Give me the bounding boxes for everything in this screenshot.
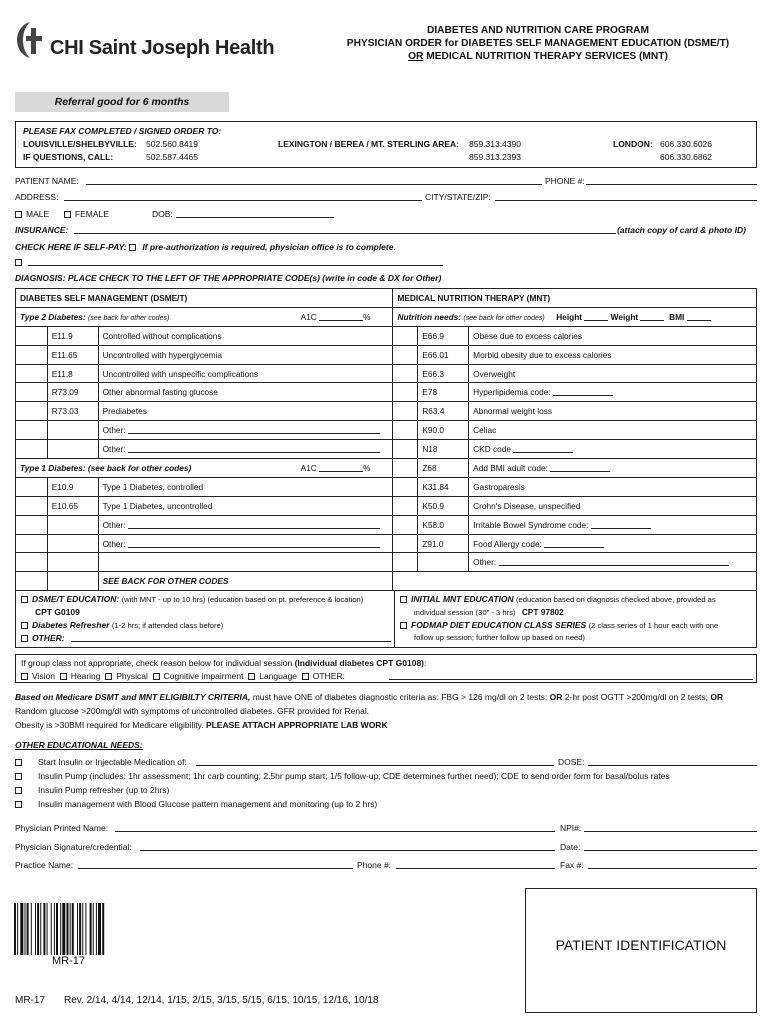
dsme-code: E10.9 <box>47 477 98 496</box>
patient-name-field[interactable] <box>86 184 542 185</box>
practice-name-field[interactable] <box>78 868 353 869</box>
other-need-checkbox[interactable] <box>15 801 22 808</box>
table-row <box>16 421 757 440</box>
dsme-code <box>47 421 98 440</box>
see-back-note: SEE BACK FOR OTHER CODES <box>98 572 393 591</box>
table-row <box>16 345 757 364</box>
mnt-check-cell[interactable] <box>393 534 418 553</box>
table-row <box>16 553 757 572</box>
mnt-check-cell[interactable] <box>393 402 418 421</box>
dsme-check-cell[interactable] <box>16 440 48 459</box>
lexington-label: LEXINGTON / BEREA / MT. STERLING AREA: <box>278 139 460 149</box>
dsme-education-checkbox[interactable] <box>21 596 28 603</box>
london-number-2: 606.330.6862 <box>660 152 712 162</box>
referral-banner: Referral good for 6 months <box>15 92 229 112</box>
louisville-number: 502.560.8419 <box>146 139 198 149</box>
dsme-code <box>47 440 98 459</box>
phone-label: PHONE #: <box>545 176 585 186</box>
other-need-checkbox[interactable] <box>15 787 22 794</box>
dsme-check-cell[interactable] <box>16 477 48 496</box>
table-row <box>16 383 757 402</box>
dsme-check-cell[interactable] <box>16 421 48 440</box>
mnt-desc: Gastroparesis <box>469 477 757 496</box>
group-option-label: Language <box>259 671 298 681</box>
mnt-check-cell[interactable] <box>393 421 418 440</box>
dsme-desc: Other: <box>98 440 393 459</box>
group-option-label: Vision <box>32 671 55 681</box>
type2-row: Type 2 Diabetes: (see back for other codes) A1C % Nutrition needs: (see back for other codes) Height Weight BMI <box>16 307 757 326</box>
dsme-desc: Other: <box>98 515 393 534</box>
dsme-check-cell[interactable] <box>16 515 48 534</box>
other-education-checkbox[interactable] <box>21 635 28 642</box>
address-label: ADDRESS: <box>15 192 59 202</box>
program-title: DIABETES AND NUTRITION CARE PROGRAM <box>426 25 650 36</box>
mnt-check-cell[interactable] <box>393 326 418 345</box>
dsme-check-cell[interactable] <box>16 383 48 402</box>
london-number-1: 606.330.6026 <box>660 139 712 149</box>
london-label: LONDON: <box>613 139 653 149</box>
dsme-check-cell[interactable] <box>16 534 48 553</box>
questions-label: IF QUESTIONS, CALL: <box>23 152 114 162</box>
dsme-code: E11.65 <box>47 345 98 364</box>
criteria-line-3: Obesity is >30BMI required for Medicare eligibility. PLEASE ATTACH APPROPRIATE LAB WORK <box>15 720 388 730</box>
city-state-zip-field[interactable] <box>495 200 757 201</box>
mnt-code: R63.4 <box>418 402 469 421</box>
dsme-check-cell[interactable] <box>16 402 48 421</box>
dsme-code: E11.9 <box>47 326 98 345</box>
group-class-box: If group class not appropriate, check reason below for individual session (Individual diabetes CPT G0108): Vision Hearing Physical Cognitive impairment Language OTHER: <box>15 654 757 683</box>
self-pay-note: If pre-authorization is required, physician office is to complete. <box>142 242 396 252</box>
table-row <box>16 440 757 459</box>
criteria-line-1: Based on Medicare DSMT and MNT ELIGIBILTY CRITERIA, must have ONE of diabetes diagnostic criteria as: FBG > 126 mg/dl on 2 tests; OR 2-hr post OGTT >200mg/dl on 2 tests; OR <box>15 692 724 702</box>
dsme-cpt: CPT G0109 <box>35 607 80 617</box>
dose-field[interactable] <box>588 765 757 766</box>
mnt-code: E66.3 <box>418 364 469 383</box>
dsme-desc: Controlled without complications <box>98 326 393 345</box>
group-option-label: Cognitive impairment <box>163 671 244 681</box>
refresher-checkbox[interactable] <box>21 622 28 629</box>
mnt-check-cell[interactable] <box>393 496 418 515</box>
npi-field[interactable] <box>584 831 757 832</box>
mnt-code: K58.0 <box>418 515 469 534</box>
dsme-desc: Uncontrolled with unspecific complications <box>98 364 393 383</box>
table-row <box>16 534 757 553</box>
mnt-check-cell[interactable] <box>393 364 418 383</box>
preauth-row <box>15 257 26 267</box>
table-header-row <box>16 289 757 308</box>
dsme-code <box>47 515 98 534</box>
self-pay-checkbox[interactable] <box>129 244 136 251</box>
dsme-code <box>47 534 98 553</box>
dsme-header: DIABETES SELF MANAGEMENT (DSME/T) <box>16 289 393 308</box>
mnt-check-cell[interactable] <box>393 383 418 402</box>
dsme-check-cell[interactable] <box>16 496 48 515</box>
preauth-checkbox[interactable] <box>15 259 22 266</box>
mnt-check-cell[interactable] <box>393 459 418 478</box>
mnt-code: N18 <box>418 440 469 459</box>
mnt-code: Z68 <box>418 459 469 478</box>
dob-field[interactable] <box>176 217 334 218</box>
table-row <box>16 402 757 421</box>
mnt-desc: Celiac <box>469 421 757 440</box>
preauth-field[interactable] <box>28 265 443 266</box>
other-need-item: Start Insulin or Injectable Medication of: <box>15 757 187 767</box>
fax-field[interactable] <box>588 868 757 869</box>
barcode-code: MR-17 <box>52 955 86 967</box>
sex-row <box>15 209 109 219</box>
dsme-code: E11.8 <box>47 364 98 383</box>
mnt-check-cell[interactable] <box>393 440 418 459</box>
dsme-check-cell[interactable] <box>16 364 48 383</box>
group-option-checkbox[interactable] <box>60 673 67 680</box>
mnt-desc: Irritable Bowel Syndrome code: <box>469 515 757 534</box>
mnt-desc: Abnormal weight loss <box>469 402 757 421</box>
physician-signature-label: Physician Signature/credential: <box>15 842 132 852</box>
dose-label: DOSE: <box>558 757 585 767</box>
group-option-checkbox[interactable] <box>248 673 255 680</box>
lexington-number-2: 859.313.2393 <box>469 152 521 162</box>
dsme-desc: Type 1 Diabetes, controlled <box>98 477 393 496</box>
mnt-desc: CKD code <box>469 440 757 459</box>
female-label: FEMALE <box>74 209 109 219</box>
order-title: PHYSICIAN ORDER for DIABETES SELF MANAGEMENT EDUCATION (DSME/T) <box>346 38 730 49</box>
self-pay-row: CHECK HERE IF SELF-PAY: If pre-authorization is required, physician office is to complete. <box>15 242 396 252</box>
female-checkbox[interactable] <box>64 211 71 218</box>
lexington-number-1: 859.313.4390 <box>469 139 521 149</box>
mnt-code: E66.9 <box>418 326 469 345</box>
louisville-label: LOUISVILLE/SHELBYVILLE: <box>23 139 137 149</box>
date-label: Date: <box>560 842 581 852</box>
group-option-checkbox[interactable] <box>153 673 160 680</box>
group-option-label: Hearing <box>70 671 101 681</box>
questions-number: 502.587.4465 <box>146 152 198 162</box>
mnt-code: K31.84 <box>418 477 469 496</box>
insurance-note: (attach copy of card & photo ID) <box>617 225 746 235</box>
table-row <box>16 496 757 515</box>
group-option-checkbox[interactable] <box>302 673 309 680</box>
diagnosis-table <box>15 288 757 591</box>
other-need-item: Insulin management with Blood Glucose pattern management and monitoring (up to 2 hrs) <box>15 799 377 809</box>
physician-name-label: Physician Printed Name: <box>15 823 109 833</box>
diagnosis-title: DIAGNOSIS: PLACE CHECK TO THE LEFT OF THE APPROPRIATE CODE(s) (write in code & DX for Other) <box>15 273 442 283</box>
type1-row: Type 1 Diabetes: (see back for other codes) A1C % Z68 Add BMI adult code: <box>16 459 757 478</box>
mnt-code: K50.9 <box>418 496 469 515</box>
other-education-field[interactable] <box>71 641 391 642</box>
date-field[interactable] <box>584 850 757 851</box>
form-header <box>318 24 758 63</box>
mnt-check-cell[interactable] <box>393 477 418 496</box>
dsme-check-cell[interactable] <box>16 326 48 345</box>
chi-logo-mark-icon <box>14 20 44 60</box>
practice-phone-field[interactable] <box>396 868 555 869</box>
address-field[interactable] <box>64 200 422 201</box>
mnt-code <box>418 553 469 572</box>
dsme-desc: Other: <box>98 534 393 553</box>
mnt-check-cell[interactable] <box>393 553 418 572</box>
patient-identification-box[interactable] <box>525 888 757 1013</box>
group-option-label: OTHER: <box>312 671 345 681</box>
insurance-field[interactable] <box>74 233 616 234</box>
dsme-desc: Other abnormal fasting glucose <box>98 383 393 402</box>
form-code: MR-17 <box>15 995 46 1006</box>
dsme-desc: Type 1 Diabetes, uncontrolled <box>98 496 393 515</box>
dsme-education-box: DSME/T EDUCATION: (with MNT - up to 10 hrs) (education based on pt. preference & location) CPT G0109 Diabetes Refresher (1-2 hrs; if attended class before) OTHER: <box>15 590 395 648</box>
group-other-field[interactable] <box>389 679 753 680</box>
mnt-desc: Food Allergy code: <box>469 534 757 553</box>
male-checkbox[interactable] <box>15 211 22 218</box>
mnt-desc: Obese due to excess calories <box>469 326 757 345</box>
table-row <box>16 515 757 534</box>
fodmap-note-2: follow up session; further follow up based on need) <box>414 633 585 642</box>
other-need-item: Insulin Pump refresher (up to 2hrs) <box>15 785 169 795</box>
other-need-item: Insulin Pump (includes: 1hr assessment; 1hr carb counting; 2.5hr pump start; 1/5 follow-up; CDE determines further need); CDE to send order form for basal/bolus rates <box>15 771 670 781</box>
physician-signature-field[interactable] <box>140 850 555 851</box>
mnt-code: K90.0 <box>418 421 469 440</box>
mnt-check-cell[interactable] <box>393 345 418 364</box>
table-row <box>16 477 757 496</box>
revision-history: Rev. 2/14, 4/14, 12/14, 1/15, 2/15, 3/15, 5/15, 6/15, 10/15, 12/16, 10/18 <box>64 995 379 1006</box>
dsme-desc: Other: <box>98 421 393 440</box>
fax-label: Fax #: <box>560 860 584 870</box>
mnt-desc: Hyperlipidemia code: <box>469 383 757 402</box>
dob-label: DOB: <box>152 209 173 219</box>
dsme-desc: Uncontrolled with hyperglycemia <box>98 345 393 364</box>
other-need-checkbox[interactable] <box>15 759 22 766</box>
dsme-code: R73.03 <box>47 402 98 421</box>
mnt-code: Z91.0 <box>418 534 469 553</box>
patient-identification-label: PATIENT IDENTIFICATION <box>555 937 727 953</box>
dsme-code: E10.65 <box>47 496 98 515</box>
group-options <box>21 671 350 681</box>
insulin-med-field[interactable] <box>196 765 554 766</box>
fax-info-box <box>15 121 757 168</box>
mnt-desc: Overweight <box>469 364 757 383</box>
order-subtitle: OR MEDICAL NUTRITION THERAPY SERVICES (MNT) <box>408 51 668 62</box>
table-row <box>16 364 757 383</box>
barcode-icon <box>14 903 131 955</box>
mnt-code: E78 <box>418 383 469 402</box>
city-state-zip-label: CITY/STATE/ZIP: <box>425 192 491 202</box>
other-need-checkbox[interactable] <box>15 773 22 780</box>
initial-mnt-checkbox[interactable] <box>400 596 407 603</box>
patient-name-label: PATIENT NAME: <box>15 176 79 186</box>
male-label: MALE <box>26 209 50 219</box>
logo-wordmark: CHI Saint Joseph Health <box>50 37 275 59</box>
mnt-desc: Crohn's Disease, unspecified <box>469 496 757 515</box>
mnt-header: MEDICAL NUTRITION THERAPY (MNT) <box>393 289 757 308</box>
physician-name-field[interactable] <box>115 831 555 832</box>
mnt-education-box: INITIAL MNT EDUCATION (education based on diagnosis checked above, provided as individual session (30" - 3 hrs) CPT 97802 FODMAP DIET EDUCATION CLASS SERIES (2 class series of 1 hour each with one follow up session; further follow up based on need) <box>395 590 757 648</box>
fax-title: PLEASE FAX COMPLETED / SIGNED ORDER TO: <box>23 126 222 136</box>
group-option-label: Physical <box>116 671 148 681</box>
other-needs-title: OTHER EDUCATIONAL NEEDS: <box>15 740 143 750</box>
practice-phone-label: Phone #: <box>357 860 392 870</box>
dsme-check-cell[interactable] <box>16 345 48 364</box>
dsme-desc: Prediabetes <box>98 402 393 421</box>
see-back-row <box>16 572 757 591</box>
group-option-checkbox[interactable] <box>105 673 112 680</box>
table-row <box>16 326 757 345</box>
group-option-checkbox[interactable] <box>21 673 28 680</box>
mnt-check-cell[interactable] <box>393 515 418 534</box>
insurance-label: INSURANCE: <box>15 225 69 235</box>
mnt-desc: Other: <box>469 553 757 572</box>
criteria-line-2: Random glucose >200mg/dl with symptoms of uncontrolled diabetes. GFR provided for Renal. <box>15 706 370 716</box>
npi-label: NPI#: <box>560 823 582 833</box>
practice-name-label: Practice Name: <box>15 860 74 870</box>
mnt-code: E66.01 <box>418 345 469 364</box>
mnt-desc: Morbid obesity due to excess calories <box>469 345 757 364</box>
fodmap-checkbox[interactable] <box>400 622 407 629</box>
mnt-desc: Add BMI adult code: <box>469 459 757 478</box>
phone-field[interactable] <box>586 184 757 185</box>
dsme-code: R73.09 <box>47 383 98 402</box>
